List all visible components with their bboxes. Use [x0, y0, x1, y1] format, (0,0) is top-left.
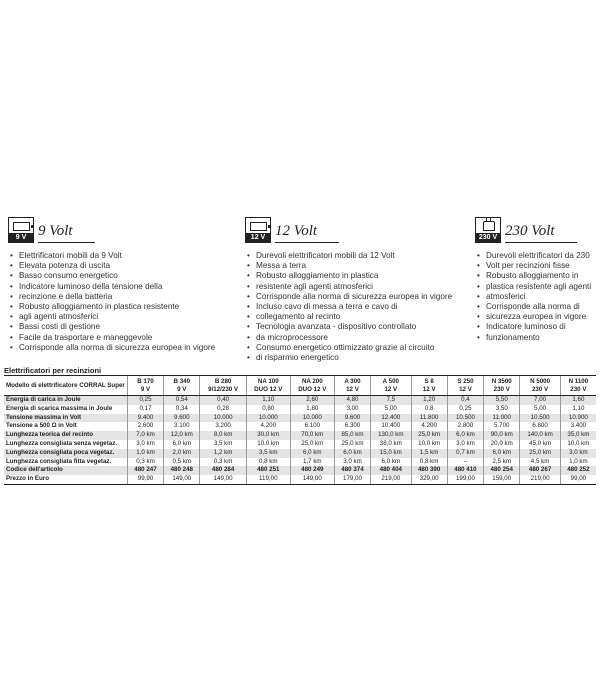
table-cell: 11.000 — [484, 414, 520, 423]
table-cell: 480 251 — [246, 466, 290, 475]
model-name: N 3500 — [491, 378, 512, 385]
table-cell: 5,50 — [484, 396, 520, 405]
feature-item: • di risparmio energetico — [245, 353, 470, 363]
table-cell: 10,0 km — [246, 440, 290, 449]
section-12-volt — [245, 213, 470, 363]
table-cell: 1,2 km — [200, 449, 246, 458]
model-name: NA 200 — [301, 378, 323, 385]
table-cell: 9.400 — [127, 414, 163, 423]
model-voltage: 230 V — [493, 385, 510, 393]
table-cell: 10.000 — [246, 414, 290, 423]
table-cell: 480 374 — [334, 466, 370, 475]
row-label: Lunghezza teorica del recinto — [4, 431, 127, 440]
table-cell: 45,0 km — [520, 440, 560, 449]
table-cell: 6,0 km — [334, 449, 370, 458]
table-cell: 0,8 — [411, 405, 447, 414]
section-230-volt — [475, 213, 595, 343]
feature-item: • agli agenti atmosferici — [8, 312, 233, 322]
table-cell: 1,20 — [411, 396, 447, 405]
table-cell: 1,80 — [290, 405, 334, 414]
row-label: Lunghezza consigliata fitta vegetaz. — [6, 457, 112, 465]
table-cell: 15,0 km — [371, 449, 411, 458]
table-cell: 20,0 km — [484, 440, 520, 449]
table-cell: 70,0 km — [290, 431, 334, 440]
table-cell: 2,0 km — [164, 449, 200, 458]
table-cell: 159,00 — [484, 475, 520, 484]
feature-item: • Corrisponde alla norma di sicurezza europea in vigore — [8, 343, 233, 353]
table-row — [4, 414, 596, 423]
table-cell: 85,0 km — [334, 431, 370, 440]
table-cell: 0,8 km — [411, 458, 447, 467]
table-cell: 0,7 km — [447, 449, 483, 458]
table-cell: 1,10 — [246, 396, 290, 405]
battery-12v-icon — [245, 217, 271, 243]
model-name: NA 100 — [257, 378, 279, 385]
icon-label: 9 V — [9, 233, 33, 242]
model-voltage: 12 V — [384, 385, 398, 393]
table-cell: 6.800 — [520, 422, 560, 431]
section-title: 230 Volt — [505, 221, 577, 243]
table-cell: 3.100 — [164, 422, 200, 431]
table-cell: 0,4 — [447, 396, 483, 405]
header-label: Modello di elettrificatore CORRAL Super — [4, 376, 127, 396]
table-cell: 480 410 — [447, 466, 483, 475]
model-header — [411, 376, 447, 396]
section-header — [8, 213, 233, 243]
table-cell: 1,0 km — [127, 449, 163, 458]
model-voltage: 230 V — [531, 385, 549, 393]
spec-table — [4, 375, 596, 485]
table-cell: 3,0 km — [447, 440, 483, 449]
row-label: Energia di carica in Joule — [4, 396, 127, 405]
table-cell: 199,00 — [447, 475, 483, 484]
model-header — [246, 376, 290, 396]
table-cell: 10.900 — [560, 414, 596, 423]
table-cell: 7,0 km — [127, 431, 163, 440]
table-cell: 10,0 km — [560, 440, 596, 449]
feature-item: • funzionamento — [475, 333, 595, 343]
feature-item: • Indicatore luminoso della tensione della — [8, 282, 233, 292]
model-name: A 500 — [382, 378, 399, 385]
icon-label: 230 V — [476, 233, 500, 242]
table-cell: 0,17 — [127, 405, 163, 414]
feature-item: • Robusto alloggiamento in plastica resistente — [8, 302, 233, 312]
table-cell: 90,0 km — [484, 431, 520, 440]
feature-item: • Durevoli elettrificatori da 230 — [475, 251, 595, 261]
table-row — [4, 449, 596, 458]
model-name: N 5000 — [530, 378, 551, 385]
table-cell: 149,00 — [290, 475, 334, 484]
feature-list — [475, 251, 595, 343]
table-cell: 10.500 — [447, 414, 483, 423]
table-cell: 480 252 — [560, 466, 596, 475]
feature-item: • Consumo energetico ottimizzato grazie al circuito — [245, 343, 470, 353]
table-cell: 5,00 — [371, 405, 411, 414]
table-cell: 3.200 — [200, 422, 246, 431]
table-cell: 480 284 — [200, 466, 246, 475]
table-cell: 0,5 km — [164, 458, 200, 467]
table-body — [4, 396, 596, 485]
table-row — [4, 475, 596, 484]
model-voltage: DUO 12 V — [298, 385, 327, 393]
table-cell: 2,5 km — [484, 458, 520, 467]
table-cell: 6,0 km — [290, 449, 334, 458]
model-header — [447, 376, 483, 396]
table-cell: 179,00 — [334, 475, 370, 484]
table-cell: 130,0 km — [371, 431, 411, 440]
table-cell: 12.400 — [371, 414, 411, 423]
model-voltage: 230 V — [570, 385, 587, 393]
row-label: Prezzo in Euro — [4, 475, 127, 484]
table-cell: 140,0 km — [520, 431, 560, 440]
table-cell: 25,0 km — [520, 449, 560, 458]
section-header — [475, 213, 595, 243]
feature-item: • Incluso cavo di messa a terra e cavo di — [245, 302, 470, 312]
feature-item: • Elettrificatori mobili da 9 Volt — [8, 251, 233, 261]
row-label: Lunghezza consigliata poca vegetaz. — [4, 449, 127, 458]
model-name: N 1100 — [568, 378, 589, 385]
table-cell: 6,0 km — [447, 431, 483, 440]
table-cell: 25,0 km — [290, 440, 334, 449]
table-cell: 3.400 — [560, 422, 596, 431]
model-name: A 300 — [344, 378, 361, 385]
feature-item: • Facile da trasportare e maneggevole — [8, 333, 233, 343]
table-cell: 1,10 — [560, 405, 596, 414]
table-cell: 480 248 — [164, 466, 200, 475]
table-cell: 6,0 km — [484, 449, 520, 458]
table-cell: 0,80 — [246, 405, 290, 414]
row-label: Tensione massima in Volt — [4, 414, 127, 423]
feature-item: • Corrisponde alla norma di sicurezza europea in vigore — [245, 292, 470, 302]
table-cell: 7,00 — [520, 396, 560, 405]
table-row — [4, 466, 596, 475]
table-cell: 8,0 km — [200, 431, 246, 440]
table-header-row — [4, 376, 596, 396]
feature-item: • recinzione e della batteria — [8, 292, 233, 302]
feature-item: • plastica resistente agli agenti — [475, 282, 595, 292]
table-cell: 6.300 — [334, 422, 370, 431]
table-cell: 6,0 km — [371, 458, 411, 467]
table-cell: 7,5 — [371, 396, 411, 405]
table-cell: – — [447, 458, 483, 467]
table-row — [4, 431, 596, 440]
table-cell: 480 267 — [520, 466, 560, 475]
model-voltage: DUO 12 V — [254, 385, 283, 393]
table-cell: 38,0 km — [371, 440, 411, 449]
table-cell: 0,40 — [200, 396, 246, 405]
section-title: 12 Volt — [275, 221, 339, 243]
table-cell: 480 404 — [371, 466, 411, 475]
feature-list — [245, 251, 470, 363]
table-cell: 1,7 km — [290, 458, 334, 467]
table-cell: 480 247 — [127, 466, 163, 475]
feature-item: • Corrisponde alla norma di — [475, 302, 595, 312]
model-header — [520, 376, 560, 396]
table-cell: 30,0 km — [246, 431, 290, 440]
table-cell: 119,00 — [246, 475, 290, 484]
table-cell: 480 254 — [484, 466, 520, 475]
table-cell: 0,25 — [447, 405, 483, 414]
table-cell: 6.100 — [290, 422, 334, 431]
feature-item: • collegamento al recinto — [245, 312, 470, 322]
row-label: Lunghezza consigliata senza vegetaz. — [6, 439, 118, 447]
model-name: B 340 — [173, 378, 191, 385]
table-cell: 219,00 — [371, 475, 411, 484]
table-cell: 219,00 — [520, 475, 560, 484]
table-cell: 9.600 — [334, 414, 370, 423]
table-cell: 1,60 — [560, 396, 596, 405]
table-row — [4, 440, 596, 449]
feature-item: • atmosferici — [475, 292, 595, 302]
table-cell: 4.200 — [246, 422, 290, 431]
model-name: B 170 — [137, 378, 154, 385]
table-cell: 3,0 km — [127, 440, 163, 449]
model-name: S 8 — [424, 378, 434, 385]
icon-label: 12 V — [246, 233, 270, 242]
table-cell: 4.200 — [411, 422, 447, 431]
table-row — [4, 396, 596, 405]
feature-item: • Indicatore luminoso di — [475, 322, 595, 332]
table-cell: 3,5 km — [200, 440, 246, 449]
table-cell: 5,00 — [520, 405, 560, 414]
table-cell: 3,5 km — [246, 449, 290, 458]
model-header — [164, 376, 200, 396]
battery-9v-icon — [8, 217, 34, 243]
table-cell: 149,00 — [200, 475, 246, 484]
table-cell: 3,00 — [334, 405, 370, 414]
feature-list — [8, 251, 233, 353]
feature-item: • Volt per recinzioni fisse — [475, 261, 595, 271]
table-cell: 10.000 — [290, 414, 334, 423]
table-cell: 35,0 km — [560, 431, 596, 440]
table-cell: 99,90 — [127, 475, 163, 484]
table-cell: 10.000 — [200, 414, 246, 423]
table-cell: 2.800 — [447, 422, 483, 431]
model-header — [200, 376, 246, 396]
row-label: Codice dell'articolo — [4, 466, 127, 475]
section-header — [245, 213, 470, 243]
table-cell: 6,0 km — [164, 440, 200, 449]
table-cell: 25,0 km — [334, 440, 370, 449]
table-cell: 9.600 — [164, 414, 200, 423]
table-cell: 3,0 km — [334, 458, 370, 467]
model-header — [290, 376, 334, 396]
table-cell: 5.700 — [484, 422, 520, 431]
feature-item: • resistente agli agenti atmosferici — [245, 282, 470, 292]
feature-item: • da microprocessore — [245, 333, 470, 343]
feature-item: • sicurezza europea in vigore — [475, 312, 595, 322]
table-cell: 1,0 km — [560, 458, 596, 467]
table-cell: 0,25 — [127, 396, 163, 405]
row-label: Energia di scarica massima in Joule — [6, 404, 113, 412]
feature-item: • Robusto alloggiamento in — [475, 271, 595, 281]
model-header — [334, 376, 370, 396]
table-row — [4, 422, 596, 431]
model-header — [127, 376, 163, 396]
feature-item: • Tecnologia avanzata - dispositivo controllato — [245, 322, 470, 332]
table-row — [4, 405, 596, 414]
model-name: S 250 — [457, 378, 474, 385]
model-voltage: 12 V — [459, 385, 472, 393]
model-voltage: 12 V — [346, 385, 359, 393]
table-cell: 4,5 km — [520, 458, 560, 467]
section-9-volt — [8, 213, 233, 353]
model-header — [371, 376, 411, 396]
table-cell: 1,5 km — [411, 449, 447, 458]
table-cell: 25,0 km — [411, 431, 447, 440]
table-cell: 0,8 km — [246, 458, 290, 467]
table-row — [4, 458, 596, 467]
feature-item: • Durevoli elettrificatori mobili da 12 Volt — [245, 251, 470, 261]
model-name: B 280 — [214, 378, 232, 385]
feature-item: • Messa a terra — [245, 261, 470, 271]
table-cell: 10.500 — [520, 414, 560, 423]
model-header — [484, 376, 520, 396]
table-cell: 0,3 km — [200, 458, 246, 467]
table-cell: 10.400 — [371, 422, 411, 431]
feature-item: • Robusto alloggiamento in plastica — [245, 271, 470, 281]
table-cell: 10,0 km — [411, 440, 447, 449]
table-cell: 480 249 — [290, 466, 334, 475]
row-label: Tensione a 500 Ω in Volt — [6, 422, 77, 430]
section-title: 9 Volt — [38, 221, 95, 243]
table-title: Elettrificatori per recinzioni — [4, 366, 102, 375]
table-cell: 0,28 — [200, 405, 246, 414]
table-cell: 12,0 km — [164, 431, 200, 440]
table-cell: 2,60 — [290, 396, 334, 405]
table-cell: 4,80 — [334, 396, 370, 405]
table-cell: 3,50 — [484, 405, 520, 414]
model-voltage: 9/12/230 V — [208, 385, 239, 393]
table-cell: 0,34 — [164, 405, 200, 414]
feature-item: • Basso consumo energetico — [8, 271, 233, 281]
table-cell: 99,00 — [560, 475, 596, 484]
model-voltage: 9 V — [177, 385, 187, 393]
table-cell: 11.800 — [411, 414, 447, 423]
model-voltage: 9 V — [140, 385, 151, 393]
table-cell: 149,00 — [164, 475, 200, 484]
feature-item: • Bassi costi di gestione — [8, 322, 233, 332]
table-cell: 0,3 km — [127, 458, 163, 467]
feature-item: • Elevata potenza di uscita — [8, 261, 233, 271]
table-cell: 2.600 — [127, 422, 163, 431]
table-cell: 329,00 — [411, 475, 447, 484]
model-header — [560, 376, 596, 396]
table-cell: 3,0 km — [560, 449, 596, 458]
model-voltage: 12 V — [422, 385, 436, 393]
plug-230v-icon — [475, 217, 501, 243]
table-cell: 0,54 — [164, 396, 200, 405]
table-cell: 480 390 — [411, 466, 447, 475]
